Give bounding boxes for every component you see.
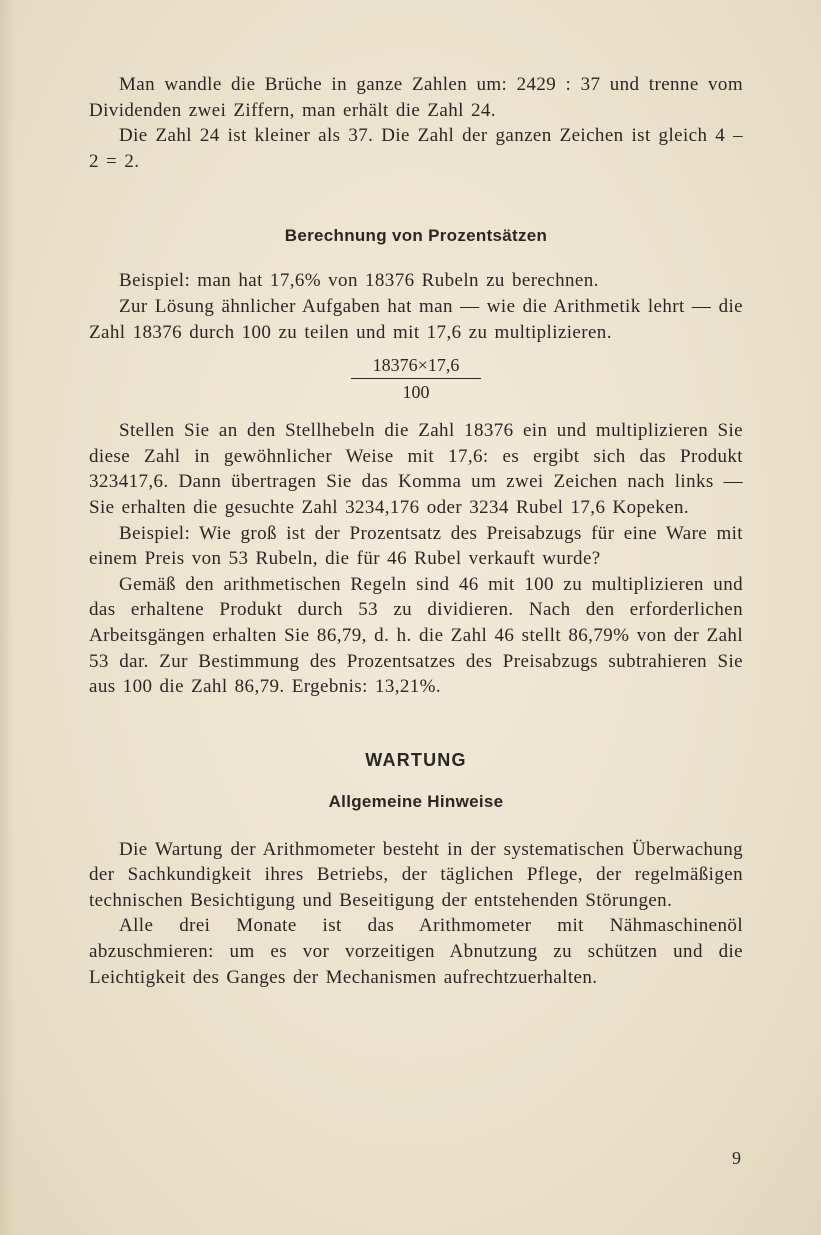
page-number: 9: [732, 1148, 741, 1168]
heading-percent-calculation: Berechnung von Prozentsätzen: [284, 226, 548, 246]
fraction-numerator: 18376×17,6: [351, 353, 481, 379]
fraction-formula: [351, 353, 481, 404]
paragraph-fraction-conversion: Man wandle die Brüche in ganze Zahlen um: 2429 : 37 und trenne vom Dividenden zwei Ziffern, man erhält die Zahl 24.: [89, 74, 743, 121]
paragraph-maintenance-overview: Die Wartung der Arithmometer besteht in der systematischen Überwachung der Sachkundigkeit ihres Betriebs, der täglichen Pflege, der regelmäßigen technischen Besichtigung und Beseitigung der entstehenden Störungen.: [89, 838, 743, 911]
paragraph-solution: Zur Lösung ähnlicher Aufgaben hat man — wie die Arithmetik lehrt — die Zahl 18376 durch 100 zu teilen und mit 17,6 zu multiplizieren.: [89, 295, 743, 343]
paragraph-lubrication: Alle drei Monate ist das Arithmometer mit Nähmaschinenöl abzuschmieren: um es vor vorzeitigen Abnutzung zu schützen und die Leichtigkeit des Ganges der Mechanismen aufrechtzuerhalten.: [89, 915, 743, 988]
paragraph-result: Gemäß den arithmetischen Regeln sind 46 mit 100 zu multiplizieren und das erhaltene Produkt durch 53 zu dividieren. Nach den erforderlichen Arbeitsgängen erhalten Sie 86,79, d. h. die Zahl 46 stellt 86,79% von der Zahl 53 dar. Zur Bestimmung des Prozentsatzes des Preisabzugs subtrahieren Sie aus 100 die Zahl 86,79. Ergebnis: 13,21%.: [89, 573, 743, 698]
heading-maintenance: WARTUNG: [365, 749, 467, 770]
paragraph-whole-digits: Die Zahl 24 ist kleiner als 37. Die Zahl der ganzen Zeichen ist gleich 4 – 2 = 2.: [89, 125, 743, 172]
subheading-general-notes: Allgemeine Hinweise: [328, 791, 504, 811]
paragraph-example-1: Beispiel: man hat 17,6% von 18376 Rubeln zu berechnen.: [119, 270, 599, 292]
paragraph-example-2: Beispiel: Wie groß ist der Prozentsatz des Preisabzugs für eine Ware mit einem Preis von 53 Rubeln, die für 46 Rubel verkauft wurde?: [89, 522, 743, 570]
paragraph-instruction: Stellen Sie an den Stellhebeln die Zahl 18376 ein und multiplizieren Sie diese Zahl in gewöhnlicher Weise mit 17,6: es ergibt sich das Produkt 323417,6. Dann übertragen Sie das Komma um zwei Zeichen nach links — Sie erhalten die gesuchte Zahl 3234,176 oder 3234 Rubel 17,6 Kopeken.: [89, 420, 743, 518]
fraction-denominator: 100: [402, 382, 430, 403]
